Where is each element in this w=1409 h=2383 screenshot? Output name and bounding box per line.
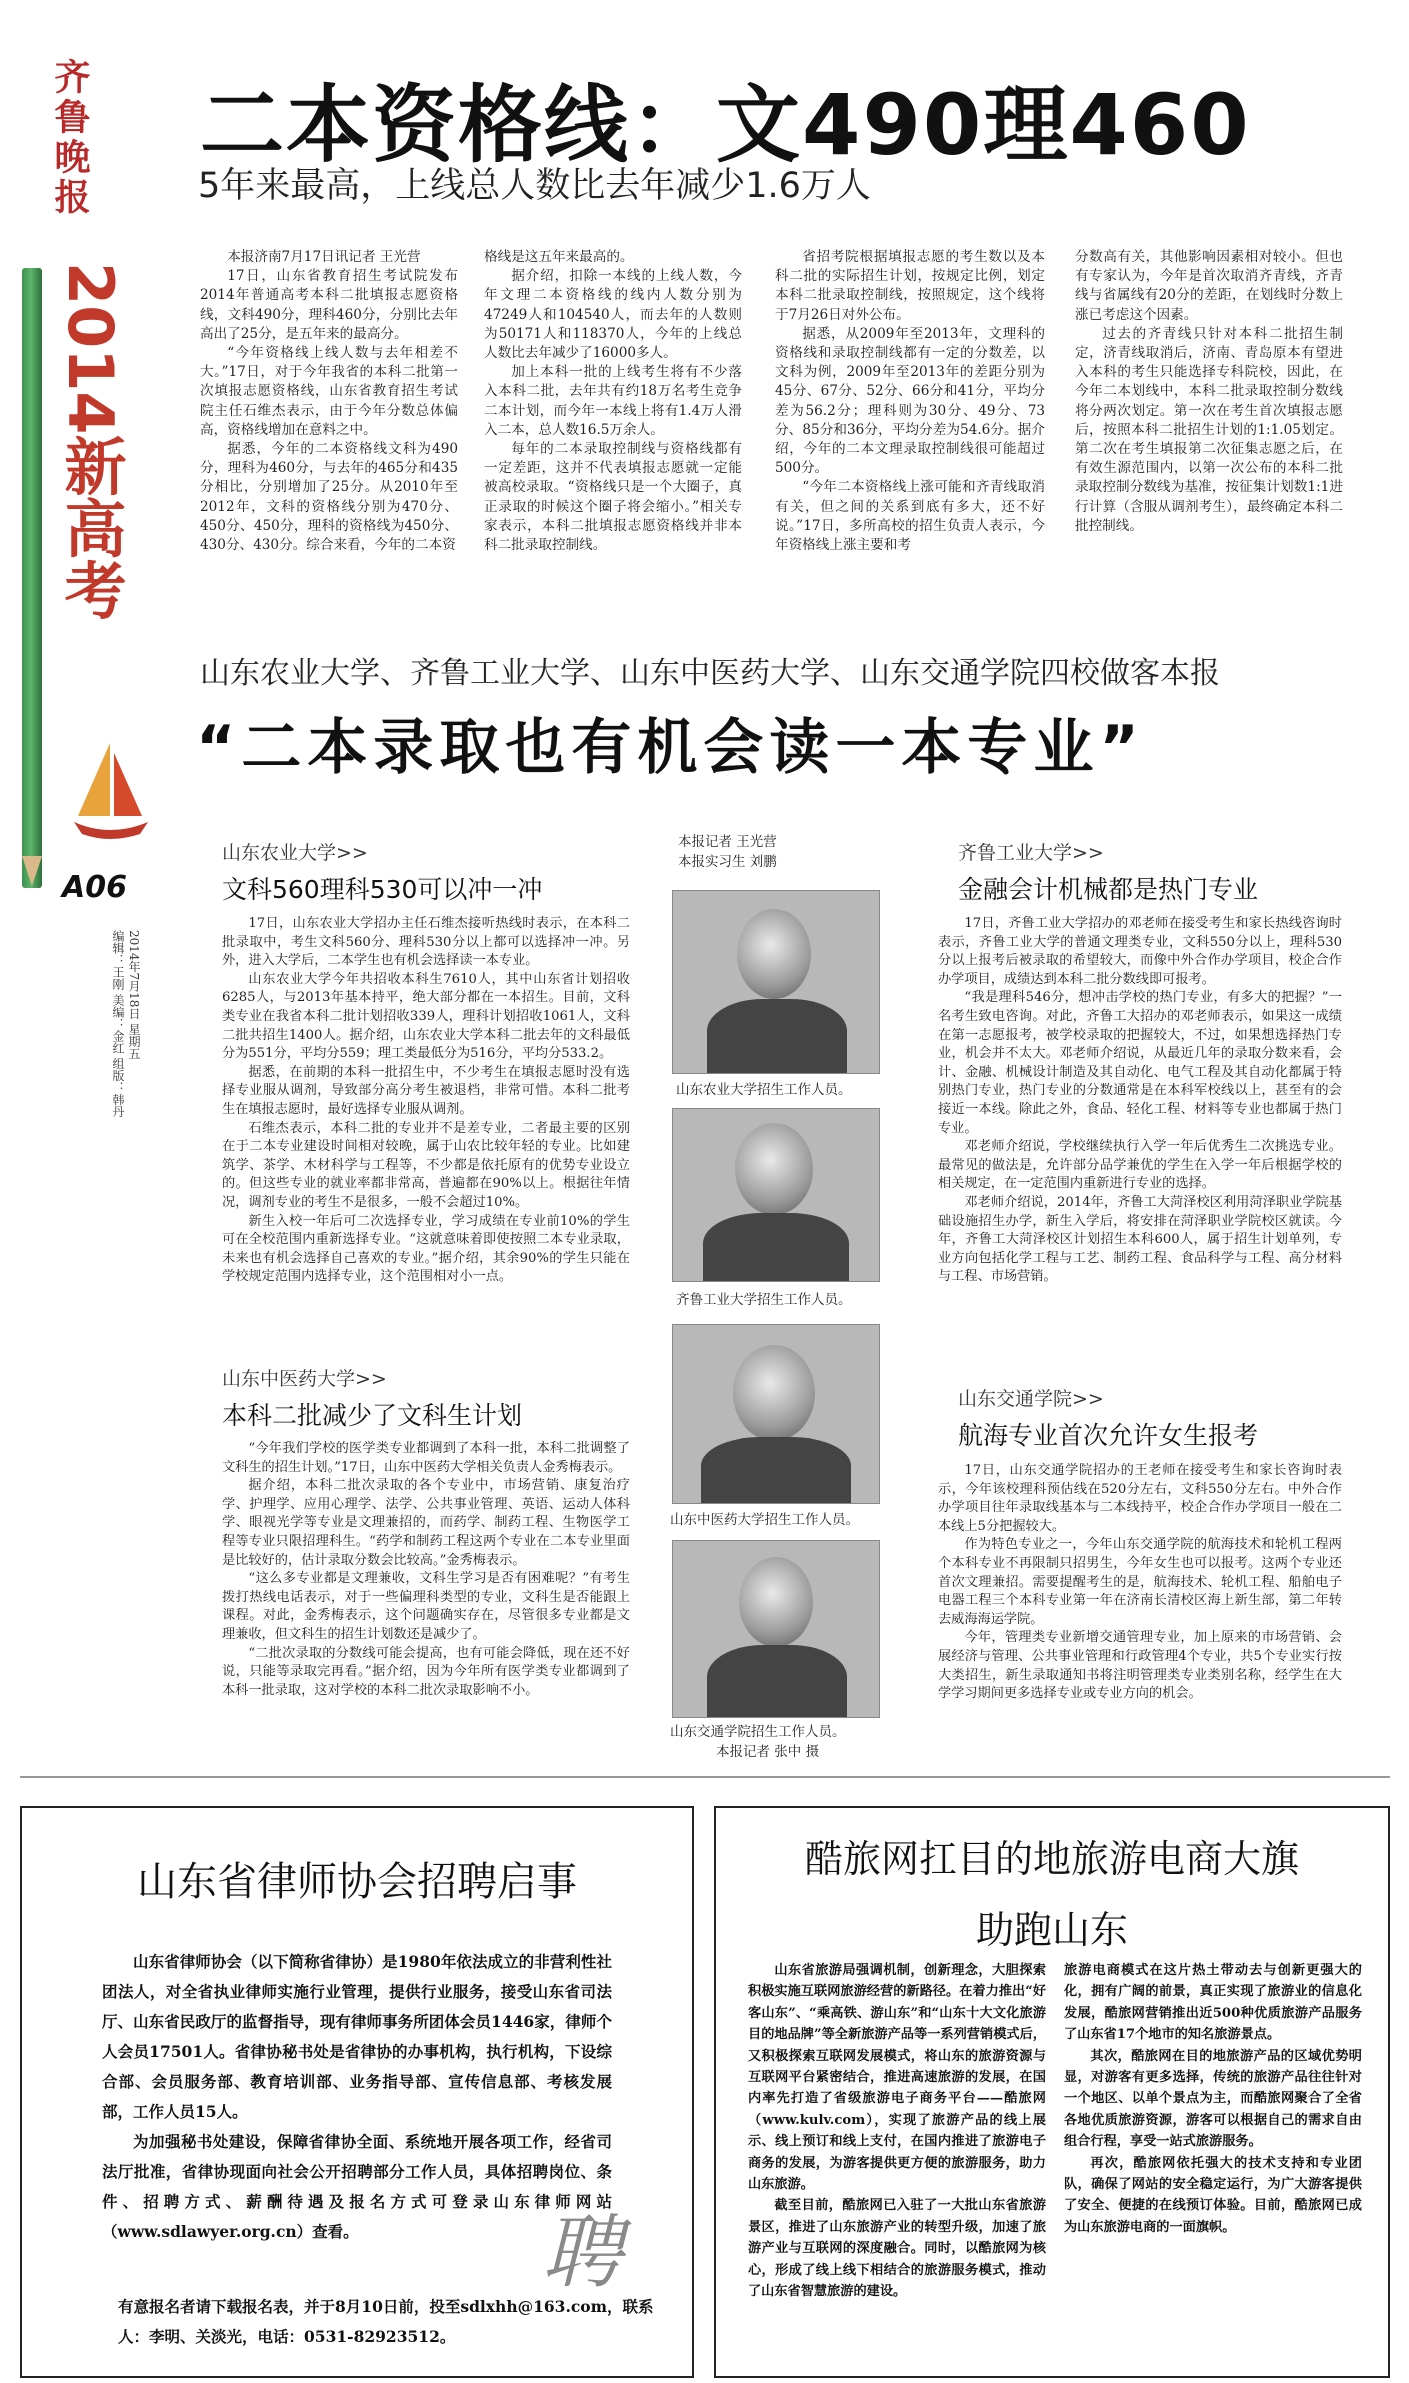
page-date: 2014年7月18日 星期五 (127, 930, 141, 1060)
ad-paragraph: 旅游电商模式在这片热土带动去与创新更强大的化，拥有广阔的前景，真正实现了旅游业的信息化发展，酷旅网营销推出近500种优质旅游产品服务了山东省17个地市的知名旅游景点。 (1064, 1963, 1362, 2043)
photo-caption: 山东农业大学招生工作人员。 (676, 1082, 852, 1098)
ad-kulv-travel (714, 1806, 1390, 2378)
lead-column-1 (200, 248, 458, 633)
page-meta (52, 930, 142, 1260)
lead-paragraph: 加上本科一批的上线考生将有不少落入本科二批，去年共有约18万名考生竞争二本计划，而今年一本线上将有1.4万人滑入二本，总人数16.5万余人。 (484, 364, 742, 438)
ad-body (102, 1947, 612, 2247)
ad-paragraph: 山东省旅游局强调机制，创新理念，大胆探索积极实施互联网旅游经营的新路径。在着力推出“好客山东”、“乘高铁、游山东”和“山东十大文化旅游目的地品牌”等全新旅游产品等一系列营销模式后，又积极探索互联网发展模式，将山东的旅游资源与互联网平台紧密结合，推进高速旅游的发展，在国内率先打造了省级旅游电子商务平台——酷旅网（www.kulv.com），实现了旅游产品的线上展示、线上预订和线上支付，在国内推进了旅游电子商务的发展，为游客提供更方便的旅游服务，助力山东旅游。 (748, 1963, 1046, 2193)
page-editors: 编辑：王刚 美编：金红 组版：韩丹 (111, 930, 125, 1118)
lead-paragraph: 省招考院根据填报志愿的考生数以及本科二批的实际招生计划，按规定比例，划定本科二批录取控制线，按照规定，这个线将于7月26日对外公布。 (775, 249, 1045, 323)
page-number: A06 (62, 870, 127, 905)
section-paragraph: 17日，山东交通学院招办的王老师在接受考生和家长咨询时表示，今年该校理科预估线在520分左右，文科550分左右。中外合作办学项目往年录取线基本与二本线持平，校企合作办学项目一般在二本线上5分把握较大。 (938, 1463, 1342, 1534)
lead-paragraph: 每年的二本录取控制线与资格线都有一定差距，这并不代表填报志愿就一定能被高校录取。“资格线只是一个大圈子，真正录取的时候这个圈子将会缩小。”相关专家表示，本科二批填报志愿资格线并非本科二批录取控制线。 (484, 441, 742, 554)
lead-paragraph: “今年资格线上线人数与去年相差不大。”17日，对于今年我省的本科二批第一次填报志愿资格线，山东省教育招生考试院主任石维杰表示，由于今年分数总体偏高，资格线增加在意料之中。 (200, 345, 458, 438)
ad-paragraph: 为加强秘书处建设，保障省律协全面、系统地开展各项工作，经省司法厅批准，省律协现面向社会公开招聘部分工作人员，具体招聘岗位、条件、招聘方式、薪酬待遇及报名方式可登录山东律师网站（www.sdlawyer.org.cn）查看。 (102, 2132, 612, 2241)
feature-headline: “二本录取也有机会读一本专业” (196, 713, 1145, 783)
section-label: 山东交通学院>> (958, 1388, 1104, 1410)
lead-paragraph: 据悉，今年的二本资格线文科为490分，理科为460分，与去年的465分和435分相比，分别增加了25分。从2010年至2012年，文科的资格线分别为470分、450分、450分，理科的资格线为450分、430分、430分。综合来看，今年的二本资 (200, 441, 458, 554)
section-paragraph: “二批次录取的分数线可能会提高，也有可能会降低，现在还不好说，只能等录取完再看。”据介绍，因为今年所有医学类专业都调到了本科一批录取，这对学校的本科二批次录取影响不小。 (222, 1645, 630, 1698)
section-paragraph: 新生入校一年后可二次选择专业，学习成绩在专业前10%的学生可在全校范围内重新选择专业。“这就意味着即使按照二本专业录取，未来也有机会选择自己喜欢的专业。”据介绍，其余90%的学生只能在学校规定范围内选择专业，这个范围相对小一点。 (222, 1213, 630, 1285)
recruit-stamp: 聘 (542, 2206, 622, 2299)
section-paragraph: 今年，管理类专业新增交通管理专业，加上原来的市场营销、会展经济与管理、公共事业管理和行政管理4个专业，共5个专业实行按大类招生，新生录取通知书将注明管理类专业类别名称，经学生在大学学习期间更多选择专业或专业方向的机会。 (938, 1630, 1342, 1702)
section-paragraph: 17日，齐鲁工业大学招办的邓老师在接受考生和家长热线咨询时表示，齐鲁工业大学的普通文理类专业，文科550分以上，理科530分以上报考后被录取的希望较大，而像中外合作办学项目，校企合作办学项目，成绩达到本科二批分数线即可报考。 (938, 916, 1342, 987)
section-body (222, 915, 630, 1345)
section-paragraph: 据悉，在前期的本科一批招生中，不少考生在填报志愿时没有选择专业服从调剂，导致部分高分考生被退档，非常可惜。本科二批考生在填报志愿时，最好选择专业服从调剂。 (222, 1064, 630, 1117)
section-body (938, 1462, 1342, 1744)
feature-kicker: 山东农业大学、齐鲁工业大学、山东中医药大学、山东交通学院四校做客本报 (200, 656, 1220, 691)
lead-paragraph: 过去的齐青线只针对本科二批招生制定，济青线取消后，济南、青岛原本有望进入本科的考生只能选择专科院校，因此，在今年二本划线中，本科二批录取控制分数线将分两次划定。第一次在考生首次填报志愿后，按照本科二批招生计划的1:1.05划定。第二次在考生填报第二次征集志愿之后，在有效生源范围内，以第一次公布的本科二批录取控制分数线为基准，按征集计划数1:1进行计算（含服从调剂考生），最终确定本科二批控制线。 (1075, 325, 1343, 534)
section-body (938, 915, 1342, 1357)
photo-credit: 本报记者 张中 摄 (716, 1744, 820, 1760)
ad-column-1 (748, 1960, 1046, 2360)
photo-portrait (672, 1324, 880, 1504)
ad-title: 酷旅网扛目的地旅游电商大旗 (804, 1837, 1299, 1881)
ad-lawyers-association (20, 1806, 694, 2378)
section-banner: 2014新高考 (54, 262, 127, 621)
section-paragraph: 17日，山东农业大学招办主任石维杰接听热线时表示，在本科二批录取中，考生文科560分、理科530分以上都可以选择冲一冲。另外，进入大学后，二本学生也有机会选择读一本专业。 (222, 916, 630, 969)
section-paragraph: “今年我们学校的医学类专业都调到了本科一批，本科二批调整了文科生的招生计划。”17日，山东中医药大学相关负责人金秀梅表示。 (222, 1441, 630, 1475)
ad-title: 山东省律师协会招聘启事 (137, 1859, 577, 1905)
photo-portrait (672, 1540, 880, 1718)
lead-subheadline: 5年来最高，上线总人数比去年减少1.6万人 (198, 166, 871, 206)
section-paragraph: 石维杰表示，本科二批的专业并不是差专业，二者最主要的区别在于二本专业建设时间相对较晚，属于山农比较年轻的专业。比如建筑学、茶学、木材科学与工程等，不少都是依托原有的优势专业设立的。但这些专业的就业率都非常高，普遍都在90%以上。根据往年情况，调剂专业的考生不是很多，一般不会超过10%。 (222, 1120, 630, 1210)
ad-title-line2: 助跑山东 (975, 1908, 1128, 1952)
section-heading: 文科560理科530可以冲一冲 (222, 875, 543, 904)
lead-paragraph: 据介绍，扣除一本线的上线人数，今年文理二本资格线的线内人数分别为47249人和104540人，而去年的人数则为50171人和118370人，今年的上线总人数比去年减少了16000多人。 (484, 268, 742, 362)
photo-caption: 齐鲁工业大学招生工作人员。 (676, 1292, 852, 1308)
section-paragraph: 作为特色专业之一，今年山东交通学院的航海技术和轮机工程两个本科专业不再限制只招男生，今年女生也可以报考。这两个专业还首次文理兼招。需要提醒考生的是，航海技术、轮机工程、船舶电子电器工程三个本科专业第一年在济南长清校区海上新生部，第二年转去威海海运学院。 (938, 1537, 1342, 1627)
photo-byline-line: 本报实习生 刘鹏 (678, 854, 777, 870)
lead-headline: 二本资格线：文490理460 (200, 76, 1251, 174)
lead-paragraph: 格线是这五年来最高的。 (484, 249, 634, 265)
section-paragraph: 邓老师介绍说，学校继续执行入学一年后优秀生二次挑选专业。最常见的做法是，允许部分品学兼优的学生在入学一年后根据学校的相关规定，在一定范围内重新进行专业的选择。 (938, 1139, 1342, 1192)
lead-column-4 (1075, 248, 1343, 633)
photo-byline-line: 本报记者 王光营 (678, 834, 777, 850)
page-divider (20, 1776, 1390, 1778)
section-heading: 金融会计机械都是热门专业 (958, 875, 1259, 904)
ad-column-2 (1064, 1960, 1362, 2360)
photo-portrait (672, 1108, 880, 1282)
pencil-tip-decoration (22, 856, 42, 886)
section-paragraph: 山东农业大学今年共招收本科生7610人，其中山东省计划招收6285人，与2013年基本持平，绝大部分都在一本招生。目前，文科类专业在我省本科二批计划招收339人，理科计划招收1061人，文科二批共招生1400人。据介绍，山东农业大学本科二批去年的文科最低分为551分，平均分559；理工类最低分为516分，平均分533.2。 (222, 971, 630, 1062)
section-paragraph: “这么多专业都是文理兼收，文科生学习是否有困难呢？”有考生拨打热线电话表示，对于一些偏理科类型的专业，文科生是否能跟上课程。对此，金秀梅表示，这个问题确实存在，尽管很多专业都是文理兼收，但文科生的招生计划数还是减少了。 (222, 1571, 630, 1642)
pencil-decoration (22, 268, 42, 888)
ad-paragraph: 其次，酷旅网在目的地旅游产品的区域优势明显，对游客有更多选择，传统的旅游产品往往针对一个地区、以单个景点为主，而酷旅网聚合了全省各地优质旅游资源，游客可以根据自己的需求自由组合行程，享受一站式旅游服务。 (1064, 2048, 1362, 2150)
section-label: 山东中医药大学>> (222, 1368, 387, 1390)
lead-byline: 本报济南7月17日讯记者 王光营 (227, 249, 421, 265)
ad-paragraph: 山东省律师协会（以下简称省律协）是1980年依法成立的非营利性社团法人，对全省执业律师实施行业管理，提供行业服务，接受山东省司法厅、山东省民政厅的监督指导，现有律师事务所团体会员1446家，律师个人会员17501人。省律协秘书处是省律协的办事机构，执行机构，下设综合部、会员服务部、教育培训部、业务指导部、宣传信息部、考核发展部，工作人员15人。 (102, 1952, 612, 2121)
photo-caption: 山东交通学院招生工作人员。 (670, 1724, 846, 1740)
lead-paragraph: 17日，山东省教育招生考试院发布2014年普通高考本科二批填报志愿资格线，文科490分，理科460分，分别比去年高出了25分，是五年来的最高分。 (200, 268, 458, 342)
section-body (222, 1440, 630, 1738)
section-paragraph: 据介绍，本科二批次录取的各个专业中，市场营销、康复治疗学、护理学、应用心理学、法学、公共事业管理、英语、运动人体科学、眼视光学等专业是文理兼招的，而药学、制药工程、生物医学工程等专业只限招理科生。“药学和制药工程这两个专业在二本专业里面是比较好的，估计录取分数会比较高。”金秀梅表示。 (222, 1478, 630, 1568)
lead-column-3 (775, 248, 1045, 633)
lead-paragraph: “今年二本资格线上涨可能和齐青线取消有关，但之间的关系到底有多大，还不好说。”17日，多所高校的招生负责人表示，今年资格线上涨主要和考 (775, 479, 1045, 554)
section-label: 齐鲁工业大学>> (958, 842, 1104, 864)
section-paragraph: “我是理科546分，想冲击学校的热门专业，有多大的把握？”一名考生致电咨询。对此，齐鲁工大招办的邓老师表示，如果这一成绩在第一志愿报考，被学校录取的把握较大，不过，如果想选择热门专业，机会并不太大。邓老师介绍说，从最近几年的录取分数来看，会计、金融、机械设计制造及其自动化、电气工程及其自动化都属于特别热门专业，热门专业的分数通常是在本科军校线以上，甚至有的会接近一本线。除此之外，食品、轻化工程、材料等专业也都属于热门专业。 (938, 990, 1342, 1136)
section-paragraph: 邓老师介绍说，2014年，齐鲁工大菏泽校区利用菏泽职业学院基础设施招生办学，新生入学后，将安排在菏泽职业学院校区就读。今年，齐鲁工大菏泽校区计划招生本科600人，属于招生计划单列，专业方向包括化学工程与工艺、制药工程、食品科学与工程、高分材料与工程、市场营销。 (938, 1194, 1342, 1285)
sailboat-icon (70, 738, 150, 848)
masthead-logo: 齐鲁晚报 (49, 58, 91, 218)
photo-portrait (672, 890, 880, 1074)
lead-paragraph: 据悉，从2009年至2013年，文理科的资格线和录取控制线都有一定的分数差，以文科为例，2009年至2013年的差距分别为45分、67分、52分、66分和41分，平均分差为56.2分；理科则为30分、49分、73分、85分和36分，平均分差为54.6分。据介绍，今年的二本文理录取控制线很可能超过500分。 (775, 325, 1045, 477)
lead-column-2 (484, 248, 742, 633)
section-heading: 本科二批减少了文科生计划 (222, 1401, 523, 1430)
photo-caption: 山东中医药大学招生工作人员。 (670, 1512, 859, 1528)
ad-footer: 有意报名者请下载报名表，并于8月10日前，投至sdlxhh@163.com，联系人：李明、关淡光，电话：0531-82923512。 (118, 2297, 654, 2346)
section-heading: 航海专业首次允许女生报考 (958, 1421, 1259, 1450)
photo-byline (678, 832, 777, 872)
ad-paragraph: 再次，酷旅网依托强大的技术支持和专业团队，确保了网站的安全稳定运行，为广大游客提供了安全、便捷的在线预订体验。目前，酷旅网已成为山东旅游电商的一面旗帜。 (1064, 2155, 1362, 2235)
section-label: 山东农业大学>> (222, 842, 368, 864)
ad-paragraph: 截至目前，酷旅网已入驻了一大批山东省旅游景区，推进了山东旅游产业的转型升级，加速了旅游产业与互联网的深度融合。同时，以酷旅网为核心，形成了线上线下相结合的旅游服务模式，推动了山东省智慧旅游的建设。 (748, 2198, 1046, 2300)
lead-paragraph: 分数高有关，其他影响因素相对较小。但也有专家认为，今年是首次取消齐青线，齐青线与省属线有20分的差距，在划线时分数上涨已考虑这个因素。 (1075, 249, 1343, 323)
